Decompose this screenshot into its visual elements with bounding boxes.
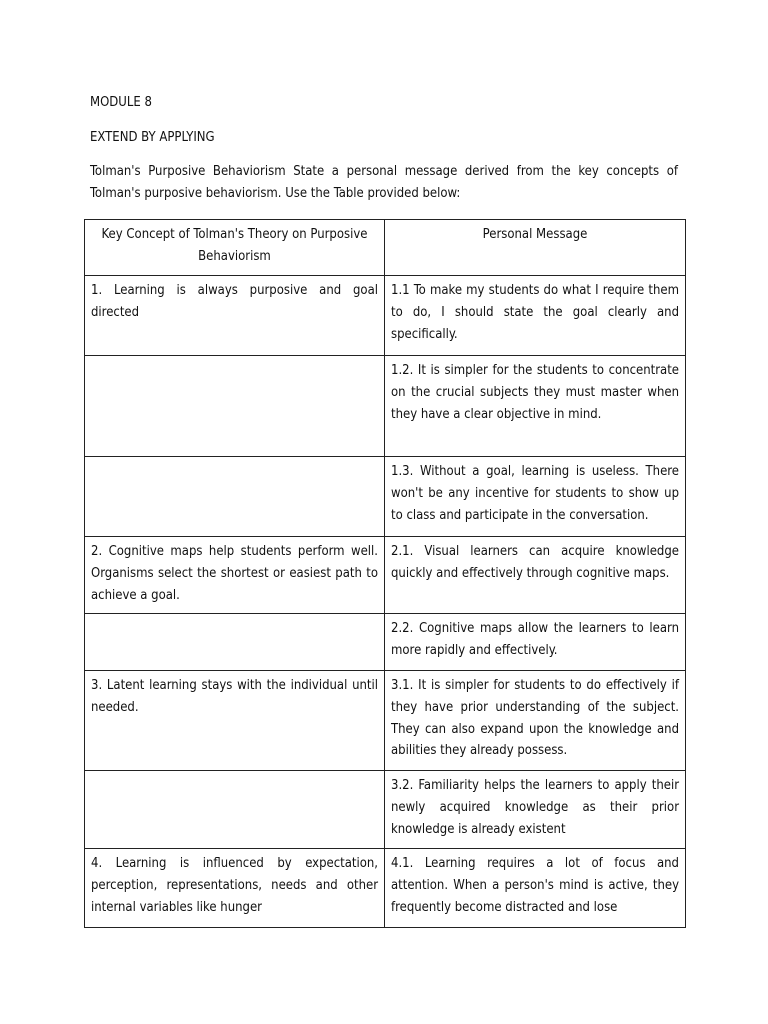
message-cell — [385, 849, 686, 928]
table-row — [85, 614, 686, 671]
message-cell: 2.1. Visual learners can acquire knowledge quickly and effectively through cognitive maps. — [385, 537, 686, 614]
intro-paragraph: Tolman's Purposive Behaviorism State a personal message derived from the key concepts of Tolman's purposive behaviorism. Use the Table provided below: — [90, 164, 678, 201]
concept-cell — [85, 614, 385, 671]
table-row — [85, 276, 686, 356]
message-cell: 1.1 To make my students do what I require them to do, I should state the goal clearly and specifically. — [385, 276, 686, 356]
module-title: MODULE 8 — [90, 95, 152, 110]
concept-cell: 2. Cognitive maps help students perform well. Organisms select the shortest or easiest path to achieve a goal. — [85, 537, 385, 614]
message-cell: 1.3. Without a goal, learning is useless. There won't be any incentive for students to show up to class and participate in the conversation. — [385, 457, 686, 537]
concept-cell: 4. Learning is influenced by expectation, perception, representations, needs and other internal variables like hunger — [85, 849, 385, 928]
message-cell: 3.2. Familiarity helps the learners to apply their newly acquired knowledge as their prior knowledge is already existent — [385, 771, 686, 849]
message-cell: 3.1. It is simpler for students to do effectively if they have prior understanding of the subject. They can also expand upon the knowledge and abilities they already possess. — [385, 671, 686, 771]
concept-cell — [85, 771, 385, 849]
concepts-table — [84, 219, 686, 928]
concept-cell — [85, 356, 385, 457]
concept-cell: 1. Learning is always purposive and goal directed — [85, 276, 385, 356]
concept-cell: 3. Latent learning stays with the individual until needed. — [85, 671, 385, 771]
table-row — [85, 356, 686, 457]
table-header-row — [85, 220, 686, 276]
table-row — [85, 537, 686, 614]
concept-cell — [85, 457, 385, 537]
message-text: 4.1. Learning requires a lot of focus and attention. When a person's mind is active, they frequently become distracted and lose — [391, 856, 679, 915]
header-personal-message: Personal Message — [385, 220, 686, 276]
table-row — [85, 671, 686, 771]
table-row — [85, 849, 686, 928]
message-cell: 1.2. It is simpler for the students to concentrate on the crucial subjects they must master when they have a clear objective in mind. — [385, 356, 686, 457]
header-key-concept: Key Concept of Tolman's Theory on Purposive Behaviorism — [85, 220, 385, 276]
message-cell: 2.2. Cognitive maps allow the learners to learn more rapidly and effectively. — [385, 614, 686, 671]
table-row — [85, 771, 686, 849]
section-title: EXTEND BY APPLYING — [90, 130, 215, 145]
table-row — [85, 457, 686, 537]
